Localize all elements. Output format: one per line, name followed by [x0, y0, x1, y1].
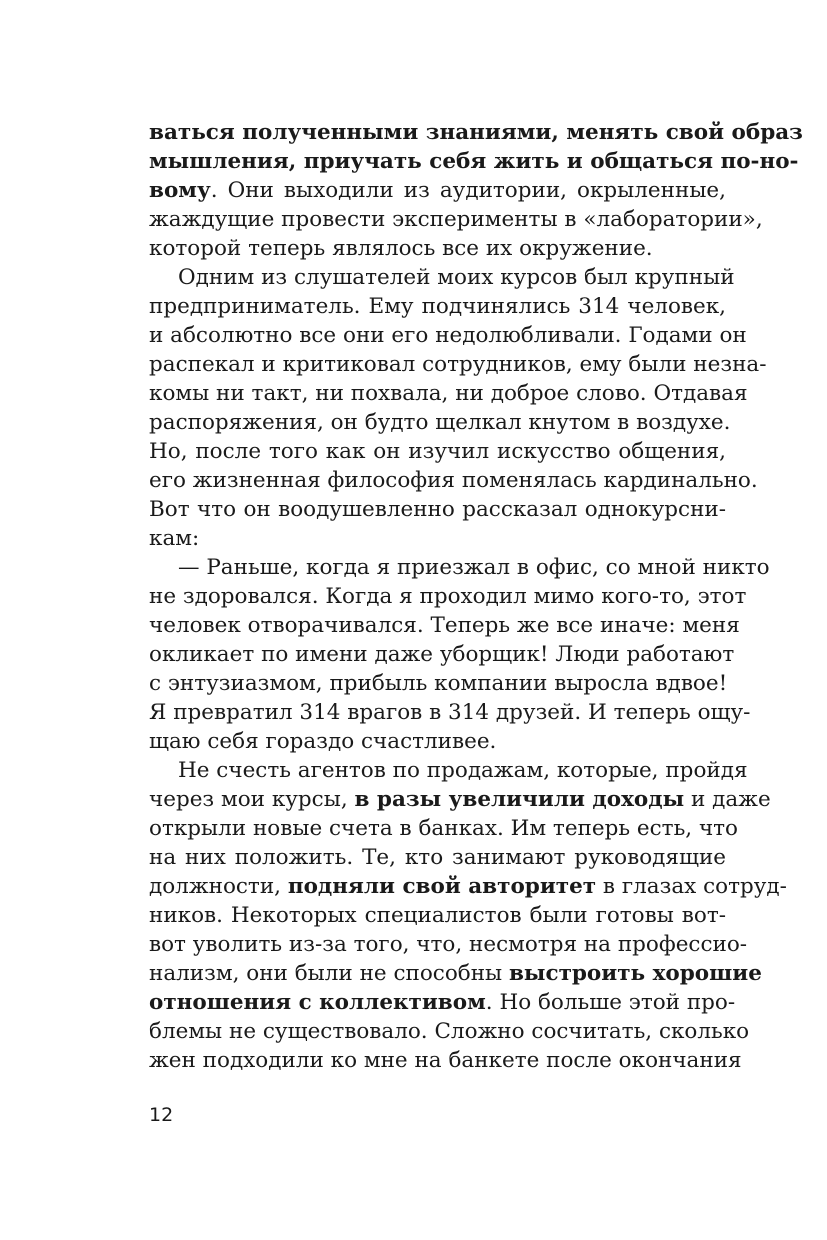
text-line [149, 640, 735, 669]
text-segment: через мои курсы, [149, 787, 355, 812]
text-line [149, 466, 758, 495]
text-segment: . Но больше этой про- [485, 990, 736, 1015]
text-line [149, 814, 738, 843]
text-line [149, 611, 740, 640]
bold-text-segment: ваться полученными знаниями, менять свой образ [149, 120, 803, 145]
text-line [149, 176, 726, 205]
text-segment: его жизненная философия поменялась кардинально. [149, 468, 758, 493]
bold-text-segment: вому [149, 178, 211, 203]
text-segment: на них положить. Те, кто занимают руководящие [149, 845, 726, 870]
text-line [149, 901, 726, 930]
text-line [149, 263, 735, 292]
text-segment: Но, после того как он изучил искусство общения, [149, 439, 726, 464]
bold-text-segment: в разы увеличили доходы [354, 787, 685, 812]
text-segment: . Они выходили из аудитории, окрыленные, [210, 178, 726, 203]
text-line [149, 524, 726, 553]
text-line [149, 756, 748, 785]
text-line [149, 234, 726, 263]
page-number: 12 [149, 1104, 174, 1126]
text-line [149, 959, 762, 988]
text-line [149, 495, 726, 524]
text-segment: человек отворачивался. Теперь же все иначе: меня [149, 613, 740, 638]
text-segment: и даже [684, 787, 771, 812]
text-line [149, 350, 767, 379]
text-segment: Я превратил 314 врагов в 314 друзей. И теперь ощу- [149, 700, 751, 725]
text-line [149, 118, 803, 147]
text-line [149, 205, 763, 234]
text-segment: должности, [149, 874, 288, 899]
text-segment: и абсолютно все они его недолюбливали. Годами он [149, 323, 747, 348]
text-line [149, 698, 751, 727]
text-segment: ников. Некоторых специалистов были готовы вот- [149, 903, 726, 928]
text-line [149, 785, 771, 814]
text-segment: вот уволить из-за того, что, несмотря на профессио- [149, 932, 748, 957]
text-segment: комы ни такт, ни похвала, ни доброе слово. Отдавая [149, 381, 748, 406]
text-line [149, 437, 726, 466]
text-line [149, 582, 747, 611]
text-segment: Вот что он воодушевленно рассказал однокурсни- [149, 497, 726, 522]
text-line [149, 147, 799, 176]
text-segment: щаю себя гораздо счастливее. [149, 729, 497, 754]
text-line [149, 1046, 742, 1075]
text-line [149, 930, 748, 959]
text-segment: распоряжения, он будто щелкал кнутом в воздухе. [149, 410, 731, 435]
bold-text-segment: мышления, приучать себя жить и общаться по-но- [149, 149, 799, 174]
text-segment: в глазах сотруд- [596, 874, 787, 899]
text-segment: — Раньше, когда я приезжал в офис, со мной никто [178, 555, 770, 580]
text-segment: окликает по имени даже уборщик! Люди работают [149, 642, 735, 667]
text-line [149, 872, 787, 901]
text-line [149, 843, 726, 872]
text-segment: распекал и критиковал сотрудников, ему были незна- [149, 352, 767, 377]
text-segment: Одним из слушателей моих курсов был крупный [178, 265, 735, 290]
bold-text-segment: отношения с коллективом [149, 990, 486, 1015]
text-segment: предприниматель. Ему подчинялись 314 человек, [149, 294, 726, 319]
text-line [149, 988, 736, 1017]
text-line [149, 669, 726, 698]
text-line [149, 553, 770, 582]
text-line [149, 379, 748, 408]
text-line [149, 292, 726, 321]
text-segment: блемы не существовало. Сложно сосчитать, сколько [149, 1019, 750, 1044]
text-segment: Не счесть агентов по продажам, которые, пройдя [178, 758, 748, 783]
text-segment: открыли новые счета в банках. Им теперь есть, что [149, 816, 738, 841]
text-segment: не здоровался. Когда я проходил мимо кого-то, этот [149, 584, 747, 609]
text-segment: жаждущие провести эксперименты в «лаборатории», [149, 207, 763, 232]
text-segment: кам: [149, 526, 200, 551]
text-line [149, 321, 747, 350]
text-segment: которой теперь являлось все их окружение. [149, 236, 653, 261]
text-line [149, 727, 726, 756]
text-segment: жен подходили ко мне на банкете после окончания [149, 1048, 742, 1073]
body-text [149, 118, 803, 1075]
text-line [149, 1017, 750, 1046]
text-segment: нализм, они были не способны [149, 961, 509, 986]
bold-text-segment: подняли свой авторитет [287, 874, 597, 899]
text-line [149, 408, 731, 437]
text-segment: с энтузиазмом, прибыль компании выросла вдвое! [149, 671, 728, 696]
bold-text-segment: выстроить хорошие [508, 961, 762, 986]
